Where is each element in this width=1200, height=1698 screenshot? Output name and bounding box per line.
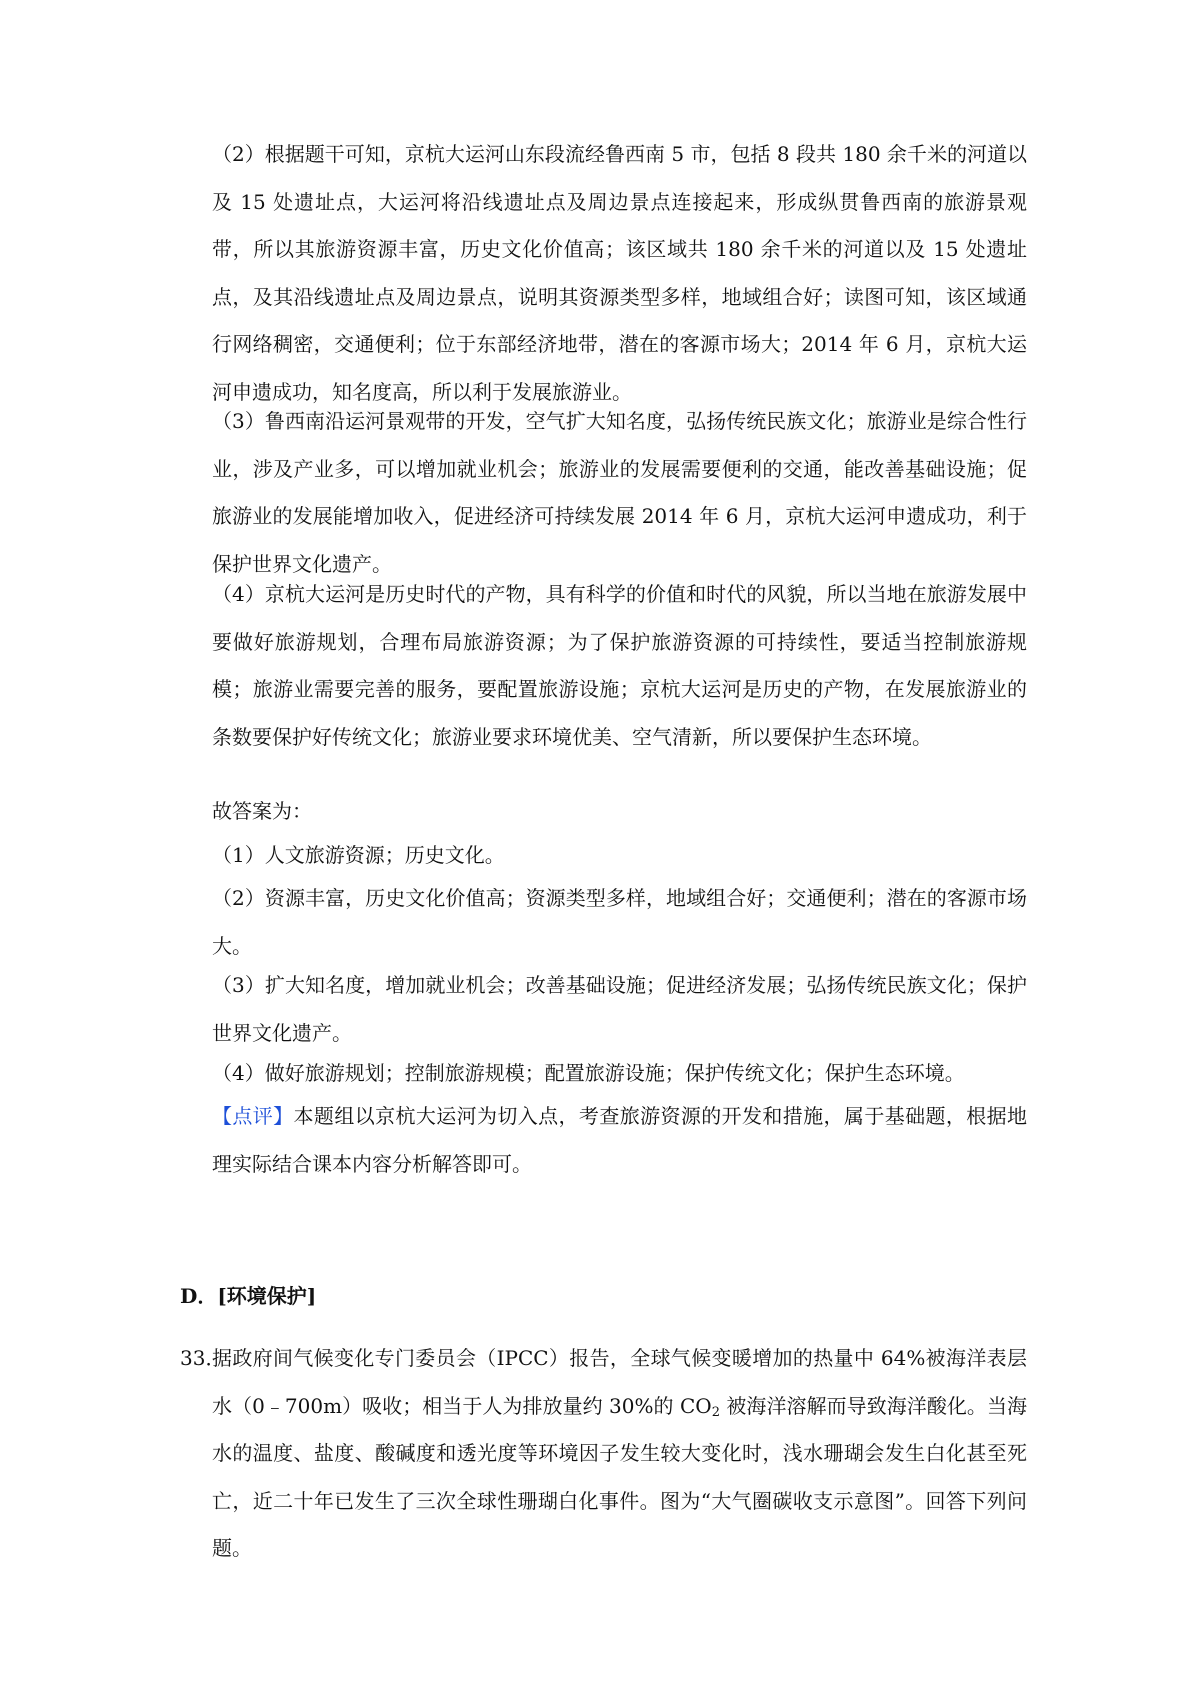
- question-text-part-1: 据政府间气候变化专门委员会（IPCC）报告，全球气候变暖增加的热量中 64%被海洋表层水（0﹣700m）吸收；相当于人为排放量约 30%的 CO: [212, 1346, 1027, 1418]
- comment-label: 【点评】: [212, 1104, 294, 1128]
- final-answer-2: （2）资源丰富，历史文化价值高；资源类型多样，地域组合好；交通便利；潜在的客源市场大。: [212, 886, 1027, 958]
- comment-paragraph: [212, 1093, 1027, 1188]
- co2-subscript: 2: [711, 1404, 720, 1420]
- answer-paragraph-2: （2）根据题干可知，京杭大运河山东段流经鲁西南 5 市，包括 8 段共 180 余千米的河道以及 15 处遗址点，大运河将沿线遗址点及周边景点连接起来，形成纵贯鲁西南的旅游景观带，所以其旅游资源丰富，历史文化价值高；该区域共 180 余千米的河道以及 15 处遗址点，及其沿线遗址点及周边景点，说明其资源类型多样，地域组合好；读图可知，该区域通行网络稠密，交通便利；位于东部经济地带，潜在的客源市场大；2014 年 6 月，京杭大运河申遗成功，知名度高，所以利于发展旅游业。: [212, 142, 1027, 404]
- answer-intro: 故答案为：: [212, 799, 312, 823]
- answer-paragraph-3: （3）鲁西南沿运河景观带的开发，空气扩大知名度，弘扬传统民族文化；旅游业是综合性行业，涉及产业多，可以增加就业机会；旅游业的发展需要便利的交通，能改善基础设施；促旅游业的发展能增加收入，促进经济可持续发展 2014 年 6 月，京杭大运河申遗成功，利于保护世界文化遗产。: [212, 409, 1027, 576]
- final-answer-3: （3）扩大知名度，增加就业机会；改善基础设施；促进经济发展；弘扬传统民族文化；保护世界文化遗产。: [212, 973, 1027, 1045]
- final-answer-1: （1）人文旅游资源；历史文化。: [212, 843, 505, 867]
- comment-text: 本题组以京杭大运河为切入点，考查旅游资源的开发和措施，属于基础题，根据地理实际结合课本内容分析解答即可。: [212, 1104, 1028, 1176]
- question-text-part-2: 被海洋溶解而导致海洋酸化。当海水的温度、盐度、酸碱度和透光度等环境因子发生较大变化时，浅水珊瑚会发生白化甚至死亡，近二十年已发生了三次全球性珊瑚白化事件。图为“大气圈碳收支示意图”。回答下列问题。: [212, 1393, 1028, 1560]
- answer-paragraph-4: （4）京杭大运河是历史时代的产物，具有科学的价值和时代的风貌，所以当地在旅游发展中要做好旅游规划，合理布局旅游资源；为了保护旅游资源的可持续性，要适当控制旅游规模；旅游业需要完善的服务，要配置旅游设施；京杭大运河是历史的产物，在发展旅游业的条数要保护好传统文化；旅游业要求环境优美、空气清新，所以要保护生态环境。: [212, 582, 1027, 749]
- question-33-text: [212, 1335, 1027, 1573]
- final-answer-4: （4）做好旅游规划；控制旅游规模；配置旅游设施；保护传统文化；保护生态环境。: [212, 1061, 965, 1085]
- section-heading: D．[环境保护]: [180, 1284, 317, 1308]
- question-number: 33．: [180, 1346, 226, 1370]
